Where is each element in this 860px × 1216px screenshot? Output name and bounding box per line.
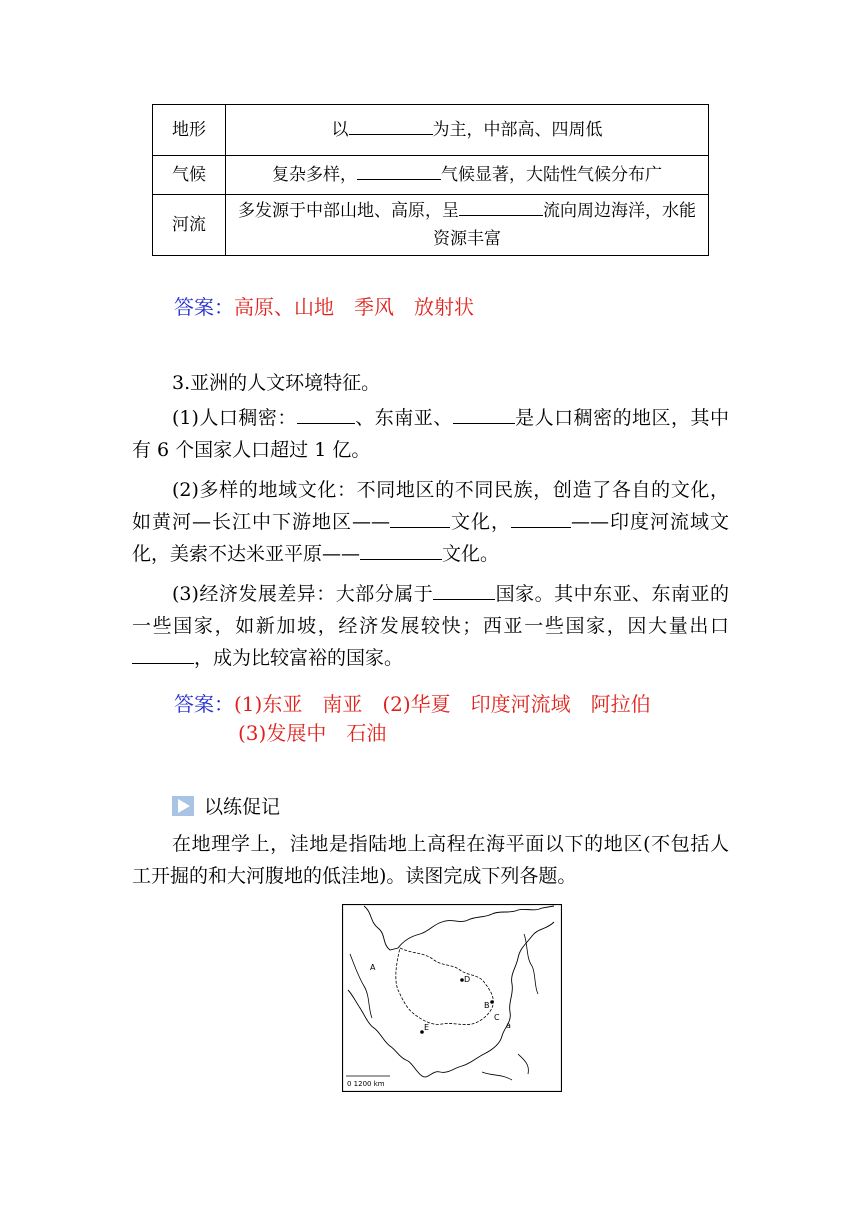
question-3-part-3	[132, 578, 729, 674]
label-e: E	[424, 1023, 430, 1032]
row-content	[226, 195, 709, 256]
para-text: 、东南亚、	[354, 407, 453, 429]
label-a: A	[370, 963, 376, 972]
label-a-lower: a	[506, 1021, 511, 1030]
answer-line-2: (3)发展中 石油	[238, 721, 387, 745]
table-row	[153, 105, 709, 156]
answer-key: 答案：	[174, 295, 234, 319]
fill-blank[interactable]	[357, 162, 441, 180]
row-label: 气候	[153, 156, 226, 195]
row-text: 流向周边海洋，水能资源丰富	[433, 201, 696, 249]
scale-label: 0 1200 km	[347, 1080, 385, 1088]
geography-table	[152, 104, 709, 256]
section-heading	[172, 792, 280, 819]
label-c: C	[494, 1013, 500, 1022]
section-title: 以练促记	[204, 796, 281, 818]
question-3-part-2	[132, 474, 729, 570]
fill-blank[interactable]	[390, 508, 450, 528]
row-label: 地形	[153, 105, 226, 156]
asia-map	[342, 904, 562, 1092]
para-text: (3)经济发展差异：大部分属于	[172, 583, 434, 605]
fill-blank[interactable]	[459, 198, 543, 216]
table-row	[153, 195, 709, 256]
answer-value: 高原、山地 季风 放射状	[234, 295, 474, 319]
answer-key: 答案：	[174, 692, 234, 716]
row-content	[226, 105, 709, 156]
para-text: 国家。其中东亚、东南亚的一些国家，如新加坡，经济发展较快；西亚一些国家，因大量出口	[132, 583, 729, 637]
answer-2	[174, 688, 651, 717]
row-content	[226, 156, 709, 195]
fill-blank[interactable]	[433, 580, 495, 600]
answer-2-continued	[238, 717, 386, 746]
para-text: 是人口稠密的地区，其中有 6 个国家人口超过 1 亿。	[132, 407, 729, 461]
para-text: 文化。	[442, 543, 500, 565]
point-c	[490, 1000, 494, 1004]
para-text: 文化，	[449, 511, 511, 533]
row-text: 为主，中部高、四周低	[432, 120, 603, 140]
answer-1	[174, 291, 474, 320]
answer-line-1: (1)东亚 南亚 (2)华夏 印度河流域 阿拉伯	[234, 692, 651, 716]
para-text: ，成为比较富裕的国家。	[194, 647, 404, 669]
fill-blank[interactable]	[297, 404, 355, 424]
para-text: (1)人口稠密：	[172, 407, 297, 429]
para-text: ——印度河流域文化，美索不达米亚平原——	[132, 511, 729, 565]
fill-blank[interactable]	[511, 508, 571, 528]
label-d: D	[464, 975, 471, 984]
row-text: 气候显著，大陆性气候分布广	[441, 165, 662, 185]
map-frame	[343, 905, 562, 1092]
label-b: B	[484, 1001, 490, 1010]
question-3-part-1	[132, 402, 729, 466]
para-text: (2)多样的地域文化：不同地区的不同民族，创造了各自的文化，如黄河—长江中下游地区——	[132, 479, 729, 533]
fill-blank[interactable]	[349, 117, 433, 135]
row-text: 以	[331, 120, 349, 140]
row-text: 复杂多样，	[272, 165, 357, 185]
row-label: 河流	[153, 195, 226, 256]
fill-blank[interactable]	[132, 644, 194, 664]
play-triangle-icon	[172, 796, 194, 816]
row-text: 多发源于中部山地、高原，呈	[238, 201, 459, 221]
fill-blank[interactable]	[453, 404, 515, 424]
practice-intro: 在地理学上，洼地是指陆地上高程在海平面以下的地区(不包括人工开掘的和大河腹地的低洼地)。读图完成下列各题。	[132, 833, 729, 887]
fill-blank[interactable]	[360, 540, 442, 560]
question-3-heading: 3.亚洲的人文环境特征。	[172, 372, 381, 394]
table-row	[153, 156, 709, 195]
